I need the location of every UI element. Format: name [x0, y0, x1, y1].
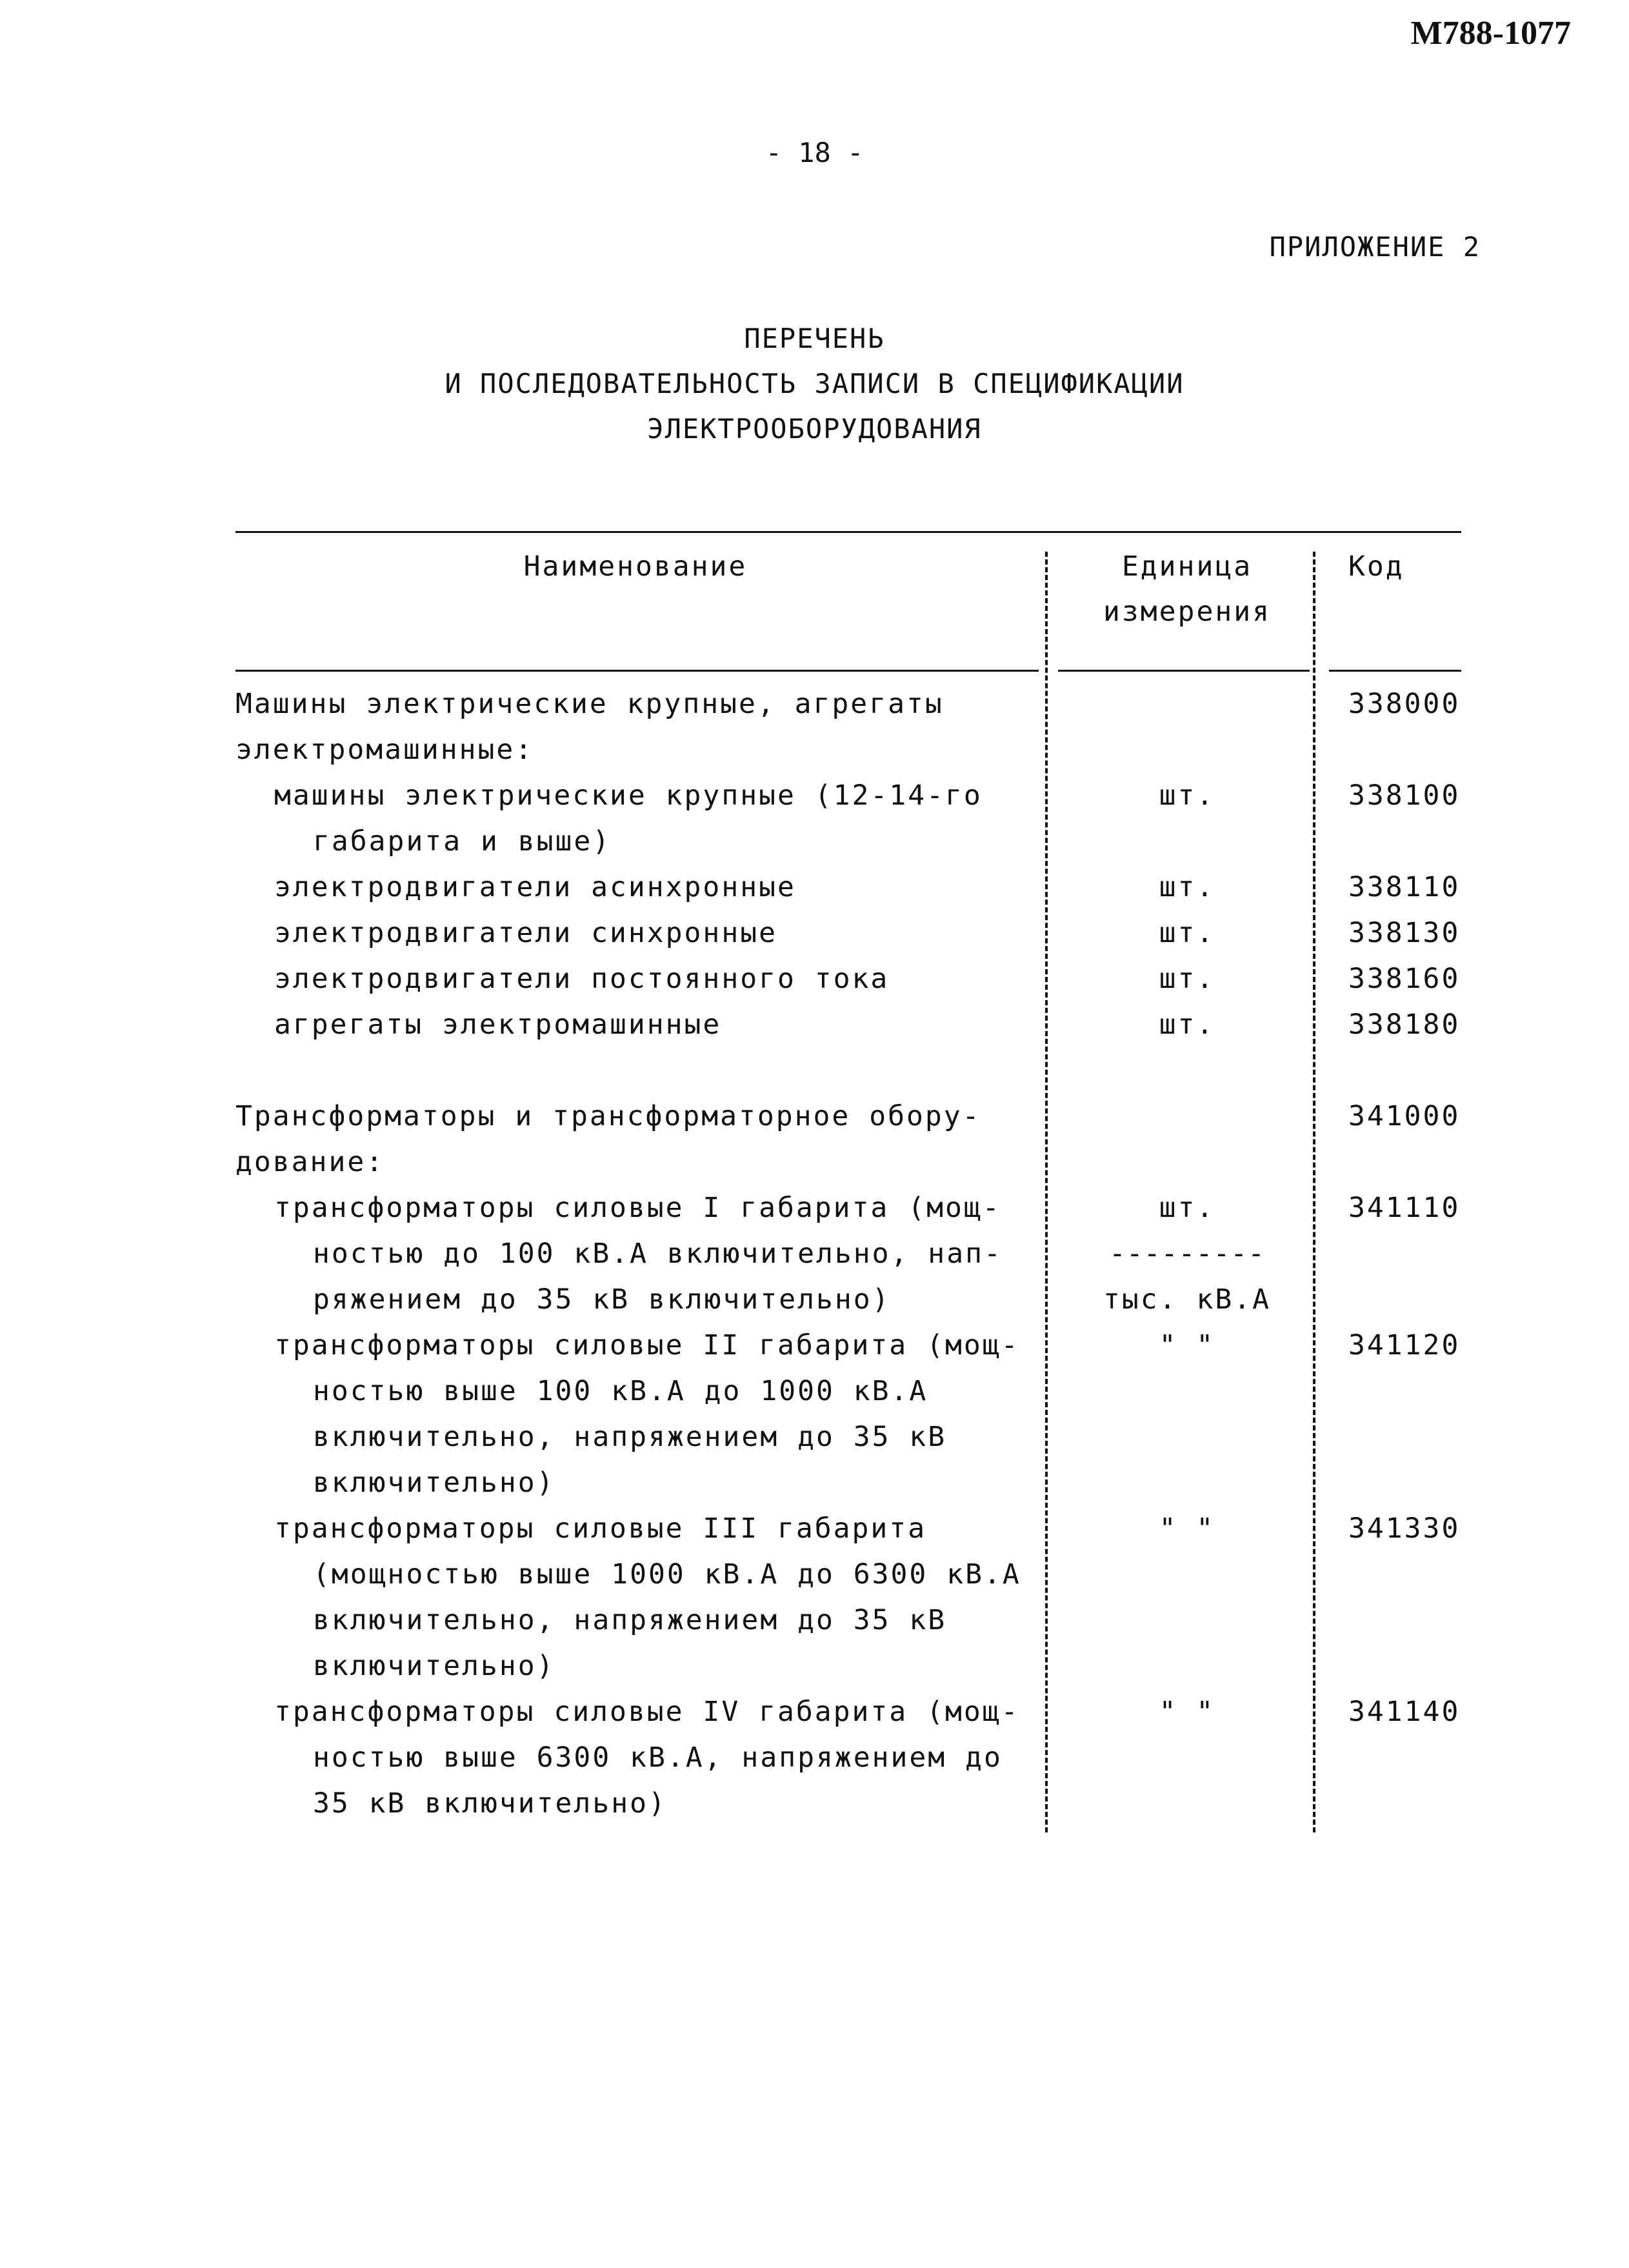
row-code: 338100 — [1348, 779, 1461, 812]
header-name: Наименование — [523, 550, 748, 583]
header-code: Код — [1348, 550, 1404, 583]
row-name: 35 кВ включительно) — [313, 1787, 667, 1820]
row-name: включительно, напряжением до 35 кВ — [313, 1604, 947, 1636]
row-unit: " " — [1159, 1329, 1215, 1361]
row-unit: шт. — [1159, 963, 1215, 995]
row-code: 341110 — [1348, 1192, 1461, 1224]
row-name: электродвигатели постоянного тока — [274, 963, 890, 995]
row-unit: шт. — [1159, 779, 1215, 812]
row-unit: шт. — [1159, 871, 1215, 903]
row-name: агрегаты электромашинные — [274, 1009, 722, 1041]
row-name: трансформаторы силовые I габарита (мощ- — [274, 1192, 1001, 1224]
row-unit: " " — [1159, 1512, 1215, 1545]
row-unit: " " — [1159, 1696, 1215, 1728]
row-unit: тыс. кВ.А — [1103, 1283, 1271, 1316]
row-unit: шт. — [1159, 917, 1215, 949]
row-name: ностью выше 100 кВ.А до 1000 кВ.А — [313, 1375, 928, 1407]
row-name: габарита и выше) — [313, 825, 612, 858]
row-name: ностью выше 6300 кВ.А, напряжением до — [313, 1741, 1003, 1774]
row-code: 341330 — [1348, 1512, 1461, 1545]
table-top-rule — [235, 531, 1461, 533]
document-id: М788-1077 — [1410, 15, 1571, 52]
row-name: трансформаторы силовые III габарита — [274, 1512, 927, 1545]
row-code: 341140 — [1348, 1696, 1461, 1728]
row-name: включительно) — [313, 1467, 555, 1499]
row-name: ностью до 100 кВ.А включительно, нап- — [313, 1238, 1003, 1270]
row-code: 338180 — [1348, 1009, 1461, 1041]
row-name: электродвигатели асинхронные — [274, 871, 796, 903]
row-name: трансформаторы силовые II габарита (мощ- — [274, 1329, 1020, 1361]
title-line-2: И ПОСЛЕДОВАТЕЛЬНОСТЬ ЗАПИСИ В СПЕЦИФИКАЦИИ — [445, 368, 1184, 399]
row-name: включительно, напряжением до 35 кВ — [313, 1421, 947, 1453]
title-line-1: ПЕРЕЧЕНЬ — [744, 323, 885, 354]
appendix-label: ПРИЛОЖЕНИЕ 2 — [1269, 231, 1481, 263]
row-code: 338160 — [1348, 963, 1461, 995]
row-name: Машины электрические крупные, агрегаты — [235, 688, 944, 720]
row-name: Трансформаторы и трансформаторное обору- — [235, 1100, 981, 1132]
row-name: ряжением до 35 кВ включительно) — [313, 1283, 891, 1316]
row-name: дование: — [235, 1146, 385, 1178]
row-code: 338000 — [1348, 688, 1461, 720]
header-unit-line2: измерения — [1103, 596, 1271, 628]
row-name: (мощностью выше 1000 кВ.А до 6300 кВ.А — [313, 1558, 1021, 1591]
row-unit: --------- — [1109, 1238, 1265, 1270]
row-code: 341000 — [1348, 1100, 1461, 1132]
row-name: трансформаторы силовые IV габарита (мощ- — [274, 1696, 1020, 1728]
header-rule-name — [235, 670, 1039, 672]
row-code: 338130 — [1348, 917, 1461, 949]
title-line-3: ЭЛЕКТРООБОРУДОВАНИЯ — [647, 413, 982, 445]
row-name: электродвигатели синхронные — [274, 917, 777, 949]
row-name: электромашинные: — [235, 734, 534, 766]
row-code: 341120 — [1348, 1329, 1461, 1361]
header-unit-line1: Единица — [1121, 550, 1253, 583]
header-rule-unit — [1058, 670, 1310, 672]
row-name: машины электрические крупные (12-14-го — [274, 779, 983, 812]
page-number: - 18 - — [765, 137, 864, 168]
header-rule-code — [1329, 670, 1461, 672]
row-unit: шт. — [1159, 1009, 1215, 1041]
column-separator-1 — [1045, 552, 1048, 1832]
row-unit: шт. — [1159, 1192, 1215, 1224]
row-name: включительно) — [313, 1650, 555, 1682]
row-code: 338110 — [1348, 871, 1461, 903]
